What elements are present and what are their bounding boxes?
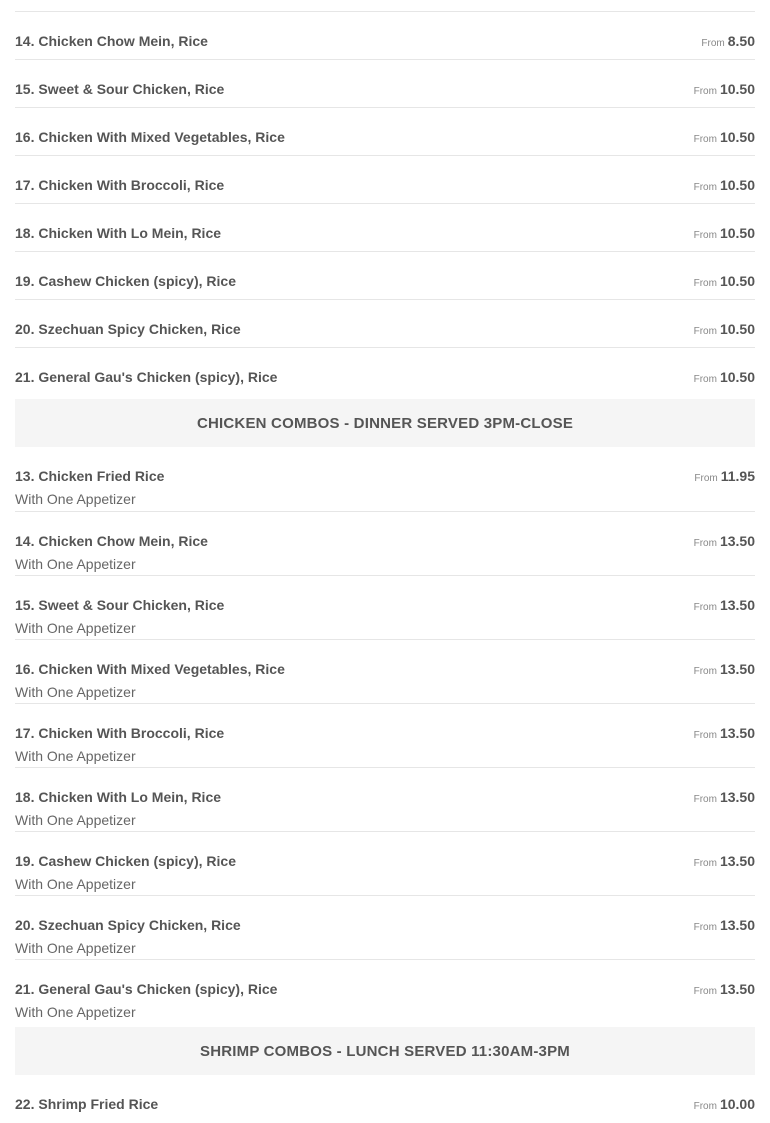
menu-item[interactable] <box>15 11 755 59</box>
price-value: 13.50 <box>719 853 755 869</box>
item-name: 21. General Gau's Chicken (spicy), Rice <box>15 369 278 385</box>
menu-item[interactable] <box>15 511 755 575</box>
item-price <box>694 789 755 808</box>
price-value: 10.50 <box>719 177 755 193</box>
from-label: From <box>693 538 717 549</box>
item-text <box>15 597 224 636</box>
item-price <box>694 853 755 872</box>
item-name: 17. Chicken With Broccoli, Rice <box>15 725 225 741</box>
item-name: 18. Chicken With Lo Mein, Rice <box>15 789 222 805</box>
from-label: From <box>693 666 717 677</box>
menu-item[interactable] <box>15 703 755 767</box>
item-name: 19. Cashew Chicken (spicy), Rice <box>15 273 236 289</box>
item-name: 21. General Gau's Chicken (spicy), Rice <box>15 981 278 997</box>
menu-item[interactable] <box>15 895 755 959</box>
from-label: From <box>693 858 717 869</box>
from-label: From <box>693 730 717 741</box>
from-label: From <box>693 134 717 145</box>
price-value: 11.95 <box>720 468 755 484</box>
price-value: 10.50 <box>719 369 755 385</box>
item-text <box>15 725 224 764</box>
menu-list <box>15 0 755 1123</box>
item-price <box>694 597 755 616</box>
menu-item[interactable] <box>15 203 755 251</box>
item-name: 20. Szechuan Spicy Chicken, Rice <box>15 917 241 933</box>
item-description: With One Appetizer <box>15 876 136 892</box>
menu-item[interactable] <box>15 639 755 703</box>
price-value: 10.50 <box>719 273 755 289</box>
menu-item[interactable] <box>15 831 755 895</box>
item-description: With One Appetizer <box>15 748 136 764</box>
from-label: From <box>693 182 717 193</box>
menu-item[interactable] <box>15 59 755 107</box>
price-value: 13.50 <box>719 661 755 677</box>
price-value: 10.50 <box>719 129 755 145</box>
menu-item[interactable] <box>15 251 755 299</box>
item-name: 14. Chicken Chow Mein, Rice <box>15 533 208 549</box>
item-description: With One Appetizer <box>15 940 136 956</box>
from-label: From <box>693 374 717 385</box>
price-value: 8.50 <box>727 33 755 49</box>
item-text <box>15 789 221 828</box>
menu-item[interactable] <box>15 447 755 511</box>
item-description: With One Appetizer <box>15 620 136 636</box>
price-value: 13.50 <box>719 533 755 549</box>
item-text <box>15 661 285 700</box>
item-name: 14. Chicken Chow Mein, Rice <box>15 33 208 49</box>
item-price <box>694 81 755 100</box>
item-description: With One Appetizer <box>15 684 136 700</box>
item-price <box>694 468 755 487</box>
menu-item[interactable] <box>15 1075 755 1123</box>
section-header-chicken-dinner: CHICKEN COMBOS - DINNER SERVED 3PM-CLOSE <box>15 399 755 447</box>
menu-item[interactable] <box>15 959 755 1023</box>
item-description: With One Appetizer <box>15 491 136 507</box>
item-description: With One Appetizer <box>15 1004 136 1020</box>
menu-item[interactable] <box>15 155 755 203</box>
item-price <box>694 533 755 552</box>
item-price <box>694 129 755 148</box>
from-label: From <box>693 1101 717 1112</box>
item-price <box>694 1096 755 1115</box>
item-price <box>694 661 755 680</box>
item-text <box>15 917 241 956</box>
item-name: 19. Cashew Chicken (spicy), Rice <box>15 853 236 869</box>
price-value: 10.50 <box>719 81 755 97</box>
item-name: 16. Chicken With Mixed Vegetables, Rice <box>15 661 285 677</box>
from-label: From <box>694 473 718 484</box>
item-name: 15. Sweet & Sour Chicken, Rice <box>15 597 225 613</box>
from-label: From <box>693 794 717 805</box>
item-name: 15. Sweet & Sour Chicken, Rice <box>15 81 225 97</box>
from-label: From <box>693 278 717 289</box>
menu-item[interactable] <box>15 575 755 639</box>
item-price <box>694 981 755 1000</box>
price-value: 13.50 <box>719 597 755 613</box>
item-name: 20. Szechuan Spicy Chicken, Rice <box>15 321 241 337</box>
item-name: 22. Shrimp Fried Rice <box>15 1096 159 1112</box>
menu-item[interactable] <box>15 107 755 155</box>
from-label: From <box>693 86 717 97</box>
price-value: 10.50 <box>719 225 755 241</box>
item-price <box>701 33 755 52</box>
price-value: 13.50 <box>719 917 755 933</box>
price-value: 13.50 <box>719 981 755 997</box>
item-name: 13. Chicken Fried Rice <box>15 468 165 484</box>
item-text <box>15 468 164 507</box>
item-price <box>694 177 755 196</box>
item-price <box>694 225 755 244</box>
item-price <box>694 725 755 744</box>
from-label: From <box>693 986 717 997</box>
from-label: From <box>701 38 725 49</box>
menu-item[interactable] <box>15 767 755 831</box>
price-value: 10.00 <box>719 1096 755 1112</box>
item-text <box>15 981 277 1020</box>
price-value: 13.50 <box>719 725 755 741</box>
item-text <box>15 853 236 892</box>
item-price <box>694 917 755 936</box>
from-label: From <box>693 230 717 241</box>
item-price <box>694 273 755 292</box>
item-name: 17. Chicken With Broccoli, Rice <box>15 177 225 193</box>
item-description: With One Appetizer <box>15 812 136 828</box>
price-value: 10.50 <box>719 321 755 337</box>
item-description: With One Appetizer <box>15 556 136 572</box>
menu-item-partial[interactable] <box>15 0 755 11</box>
item-name: 18. Chicken With Lo Mein, Rice <box>15 225 222 241</box>
price-value: 13.50 <box>719 789 755 805</box>
from-label: From <box>693 922 717 933</box>
item-price <box>694 321 755 340</box>
section-header-shrimp-lunch: SHRIMP COMBOS - LUNCH SERVED 11:30AM-3PM <box>15 1027 755 1075</box>
item-text <box>15 533 208 572</box>
menu-item[interactable] <box>15 299 755 347</box>
from-label: From <box>693 326 717 337</box>
menu-item[interactable] <box>15 347 755 395</box>
from-label: From <box>693 602 717 613</box>
item-name: 16. Chicken With Mixed Vegetables, Rice <box>15 129 285 145</box>
item-price <box>694 369 755 388</box>
